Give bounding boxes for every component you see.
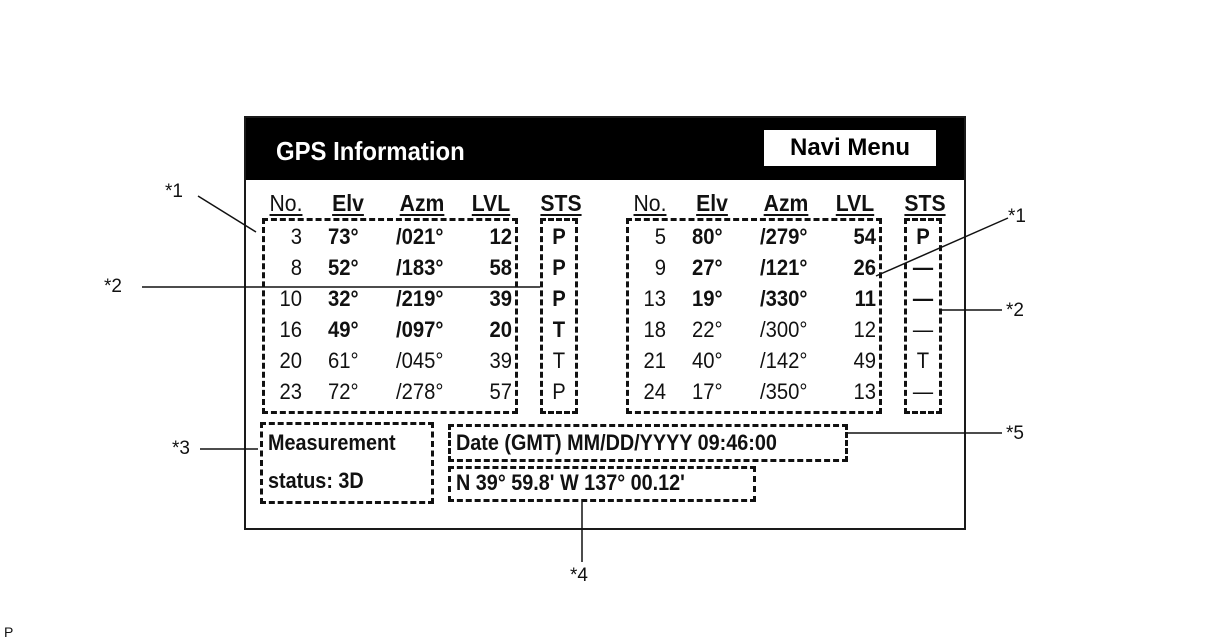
- right-sat-13-lvl: 11: [854, 286, 876, 311]
- right-sat-18-lvl: 12: [853, 317, 876, 342]
- left-sat-16-sts: T: [552, 317, 566, 342]
- left-sat-3-sts: P: [552, 224, 566, 249]
- left-header-elv: Elv: [332, 190, 364, 216]
- right-sat-9-azm: /121°: [760, 255, 808, 280]
- right-sat-21-sts: T: [916, 348, 930, 373]
- left-sat-23-no: 23: [279, 379, 302, 404]
- footer-label: P: [4, 624, 14, 640]
- left-sat-16-lvl: 20: [489, 317, 512, 342]
- right-sat-5-no: 5: [654, 224, 666, 249]
- left-sat-20-sts: T: [552, 348, 566, 373]
- right-sat-13-no: 13: [643, 286, 666, 311]
- position-coordinates: N 39° 59.8' W 137° 00.12': [456, 470, 685, 495]
- right-sat-13-sts: —: [912, 286, 934, 311]
- left-sat-8-elv: 52°: [328, 255, 359, 280]
- left-sat-16-azm: /097°: [396, 317, 444, 342]
- left-sat-8-sts: P: [552, 255, 566, 280]
- callout-4: *4: [570, 565, 588, 586]
- left-sat-3-elv: 73°: [328, 224, 359, 249]
- right-sat-5-sts: P: [916, 224, 930, 249]
- callout-2-right: *2: [1006, 300, 1024, 321]
- left-sat-8-no: 8: [290, 255, 302, 280]
- right-sat-18-sts: —: [912, 317, 934, 342]
- left-sat-16-no: 16: [279, 317, 302, 342]
- callout-1-left: *1: [165, 181, 183, 202]
- left-sat-8-azm: /183°: [396, 255, 444, 280]
- right-header-elv: Elv: [696, 190, 728, 216]
- right-sat-24-sts: —: [912, 379, 934, 404]
- right-sat-9-elv: 27°: [692, 255, 723, 280]
- gmt-datetime: Date (GMT) MM/DD/YYYY 09:46:00: [456, 430, 777, 455]
- left-header-no: No.: [269, 190, 303, 216]
- measurement-status: status: 3D: [268, 468, 364, 493]
- right-sat-24-lvl: 13: [853, 379, 876, 404]
- right-sat-24-elv: 17°: [692, 379, 723, 404]
- left-sat-10-elv: 32°: [328, 286, 359, 311]
- left-sat-10-sts: P: [552, 286, 566, 311]
- left-sat-3-lvl: 12: [489, 224, 512, 249]
- callout-1-right: *1: [1008, 206, 1026, 227]
- screen-title: GPS Information: [276, 136, 465, 166]
- left-header-lvl: LVL: [471, 190, 511, 216]
- left-sat-20-elv: 61°: [328, 348, 359, 373]
- left-sat-23-elv: 72°: [328, 379, 359, 404]
- left-sat-8-lvl: 58: [489, 255, 512, 280]
- right-sat-18-elv: 22°: [692, 317, 723, 342]
- right-sat-9-sts: —: [912, 255, 934, 280]
- right-header-azm: Azm: [763, 190, 809, 216]
- right-sat-18-no: 18: [643, 317, 666, 342]
- right-sat-21-azm: /142°: [760, 348, 808, 373]
- right-sat-5-azm: /279°: [760, 224, 808, 249]
- callout-3: *3: [172, 438, 190, 459]
- left-sat-20-no: 20: [279, 348, 302, 373]
- left-sat-16-elv: 49°: [328, 317, 359, 342]
- callout-2-left: *2: [104, 276, 122, 297]
- left-sat-3-no: 3: [290, 224, 302, 249]
- right-sat-24-azm: /350°: [760, 379, 808, 404]
- left-sat-20-azm: /045°: [396, 348, 444, 373]
- measurement-line1: Measurement: [268, 430, 396, 455]
- right-sat-5-lvl: 54: [853, 224, 876, 249]
- left-header-azm: Azm: [399, 190, 445, 216]
- left-sat-23-azm: /278°: [396, 379, 444, 404]
- right-header-lvl: LVL: [835, 190, 875, 216]
- left-sat-3-azm: /021°: [396, 224, 444, 249]
- right-sat-13-azm: /330°: [760, 286, 808, 311]
- left-sat-23-sts: P: [552, 379, 566, 404]
- left-header-sts: STS: [540, 190, 582, 216]
- right-sat-21-no: 21: [643, 348, 666, 373]
- right-sat-21-elv: 40°: [692, 348, 723, 373]
- right-sat-13-elv: 19°: [692, 286, 723, 311]
- right-sat-9-lvl: 26: [853, 255, 876, 280]
- callout-5: *5: [1006, 423, 1024, 444]
- right-sat-24-no: 24: [643, 379, 666, 404]
- left-sat-10-no: 10: [279, 286, 302, 311]
- left-sat-20-lvl: 39: [489, 348, 512, 373]
- right-sat-9-no: 9: [654, 255, 666, 280]
- left-sat-23-lvl: 57: [489, 379, 512, 404]
- right-header-no: No.: [633, 190, 667, 216]
- navi-menu-button[interactable]: Navi Menu: [762, 128, 938, 168]
- right-sat-5-elv: 80°: [692, 224, 723, 249]
- right-header-sts: STS: [904, 190, 946, 216]
- left-sat-10-lvl: 39: [489, 286, 512, 311]
- right-sat-21-lvl: 49: [853, 348, 876, 373]
- left-sat-10-azm: /219°: [396, 286, 444, 311]
- right-sat-18-azm: /300°: [760, 317, 808, 342]
